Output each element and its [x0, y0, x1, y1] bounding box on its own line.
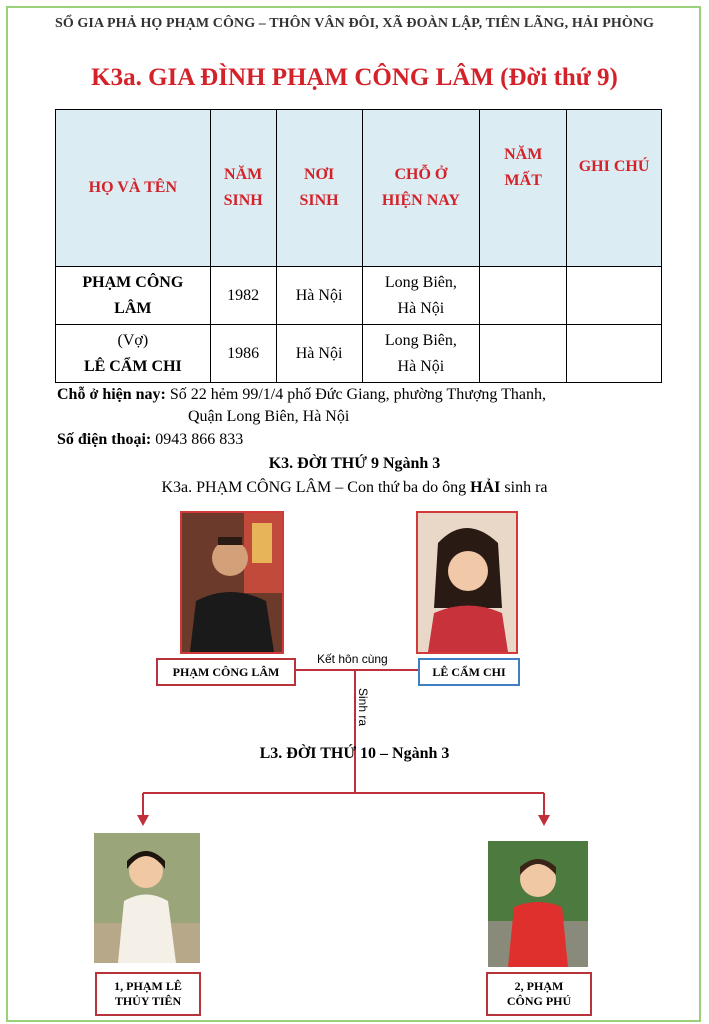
cell-birth-year: 1986 — [210, 325, 276, 383]
col-birth-place: NƠI SINH — [276, 110, 362, 267]
col-death-year: NĂM MẤT — [480, 110, 567, 267]
address-line-2: Quận Long Biên, Hà Nội — [188, 408, 350, 425]
child1-name-box: 1, PHẠM LÊ THỦY TIÊN — [95, 972, 201, 1016]
col-birth-year: NĂM SINH — [210, 110, 276, 267]
child1-photo — [94, 833, 200, 963]
cell-residence: Long Biên, Hà Nội — [362, 267, 480, 325]
address-line: Chỗ ở hiện nay: Số 22 hẻm 99/1/4 phố Đức Giang, phường Thượng Thanh, — [57, 386, 546, 403]
cell-birth-place: Hà Nội — [276, 325, 362, 383]
child2-photo — [488, 841, 588, 967]
generation-9-subtitle: K3a. PHẠM CÔNG LÂM – Con thứ ba do ông HẢI sinh ra — [161, 479, 548, 496]
married-label: Kết hôn cùng — [317, 652, 388, 666]
generation-9-title: K3. ĐỜI THỨ 9 Ngành 3 — [268, 455, 441, 472]
phone-line: Số điện thoại: 0943 866 833 — [57, 431, 244, 448]
wife-portrait-icon — [418, 513, 516, 652]
generation-10-title: L3. ĐỜI THỨ 10 – Ngành 3 — [259, 745, 450, 762]
born-label: Sinh ra — [356, 688, 370, 727]
wife-photo — [416, 511, 518, 654]
cell-name: PHẠM CÔNG LÂM — [56, 267, 211, 325]
wife-name-box: LÊ CẨM CHI — [418, 658, 520, 686]
husband-name-box: PHẠM CÔNG LÂM — [156, 658, 296, 686]
col-name: HỌ VÀ TÊN — [56, 110, 211, 267]
cell-birth-year: 1982 — [210, 267, 276, 325]
child2-portrait-icon — [488, 841, 588, 967]
cell-residence: Long Biên, Hà Nội — [362, 325, 480, 383]
col-residence: CHỖ Ở HIỆN NAY — [362, 110, 480, 267]
husband-portrait-icon — [182, 513, 282, 652]
husband-photo — [180, 511, 284, 654]
col-note: GHI CHÚ — [567, 110, 662, 267]
page-title: K3a. GIA ĐÌNH PHẠM CÔNG LÂM (Đời thứ 9) — [91, 64, 618, 91]
cell-birth-place: Hà Nội — [276, 267, 362, 325]
child1-portrait-icon — [94, 833, 200, 963]
page-header: SỔ GIA PHẢ HỌ PHẠM CÔNG – THÔN VÂN ĐÔI, XÃ ĐOÀN LẬP, TIÊN LÃNG, HẢI PHÒNG — [54, 16, 655, 31]
child2-name-box: 2, PHẠM CÔNG PHÚ — [486, 972, 592, 1016]
cell-name: (Vợ) LÊ CẨM CHI — [56, 325, 211, 383]
